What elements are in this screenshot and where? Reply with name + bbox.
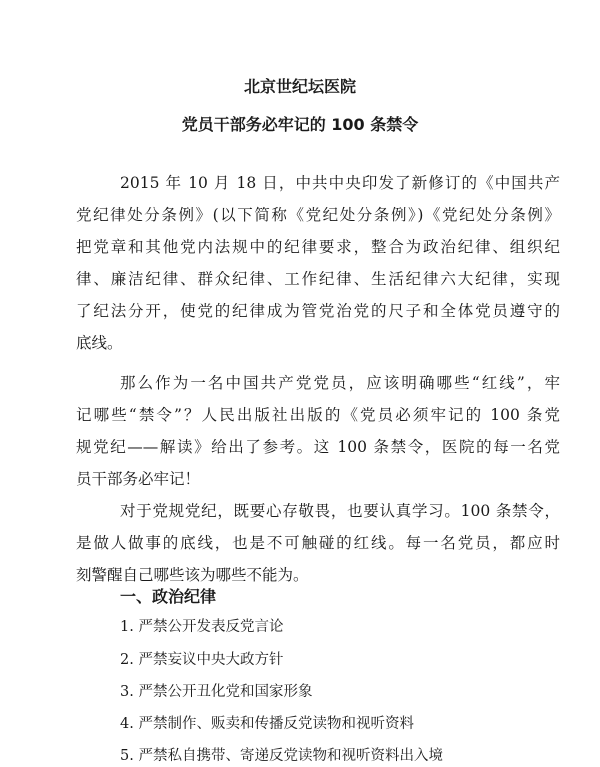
paragraph-1-line-2: 党纪律处分条例》(以下简称《党纪处分条例》)《党纪处分条例》 <box>76 206 560 224</box>
prohibition-item: 1. 严禁公开发表反党言论 <box>120 619 284 635</box>
paragraph-1-line-4: 律、廉洁纪律、群众纪律、工作纪律、生活纪律六大纪律，实现 <box>76 270 560 288</box>
paragraph-2-line-2: 记哪些“禁令”？人民出版社出版的《党员必须牢记的 100 条党 <box>76 406 560 424</box>
paragraph-3-line-2: 是做人做事的底线，也是不可触碰的红线。每一名党员，都应时 <box>76 534 560 552</box>
document-title: 党员干部务必牢记的 100 条禁令 <box>181 115 419 134</box>
paragraph-1-line-6: 底线。 <box>76 334 123 352</box>
paragraph-2-line-3: 规党纪——解读》给出了参考。这 100 条禁令，医院的每一名党 <box>76 438 560 456</box>
section-heading-political-discipline: 一、政治纪律 <box>120 587 217 606</box>
paragraph-2-line-1: 那么作为一名中国共产党党员，应该明确哪些“红线”，牢 <box>120 374 560 392</box>
prohibition-item: 4. 严禁制作、贩卖和传播反党读物和视听资料 <box>120 716 414 732</box>
prohibition-item: 3. 严禁公开丑化党和国家形象 <box>120 684 313 700</box>
paragraph-1-line-3: 把党章和其他党内法规中的纪律要求，整合为政治纪律、组织纪 <box>76 238 560 256</box>
prohibition-item: 2. 严禁妄议中央大政方针 <box>120 652 284 668</box>
paragraph-3-line-3: 刻警醒自己哪些该为哪些不能为。 <box>76 566 309 584</box>
paragraph-1-line-1: 2015 年 10 月 18 日，中共中央印发了新修订的《中国共产 <box>120 174 560 192</box>
paragraph-2-line-4: 员干部务必牢记！ <box>76 470 201 488</box>
hospital-name: 北京世纪坛医院 <box>243 77 356 96</box>
paragraph-1-line-5: 了纪法分开，使党的纪律成为管党治党的尺子和全体党员遵守的 <box>76 302 560 320</box>
paragraph-3-line-1: 对于党规党纪，既要心存敬畏，也要认真学习。100 条禁令， <box>120 502 560 520</box>
prohibition-item: 5. 严禁私自携带、寄递反党读物和视听资料出入境 <box>120 748 443 764</box>
